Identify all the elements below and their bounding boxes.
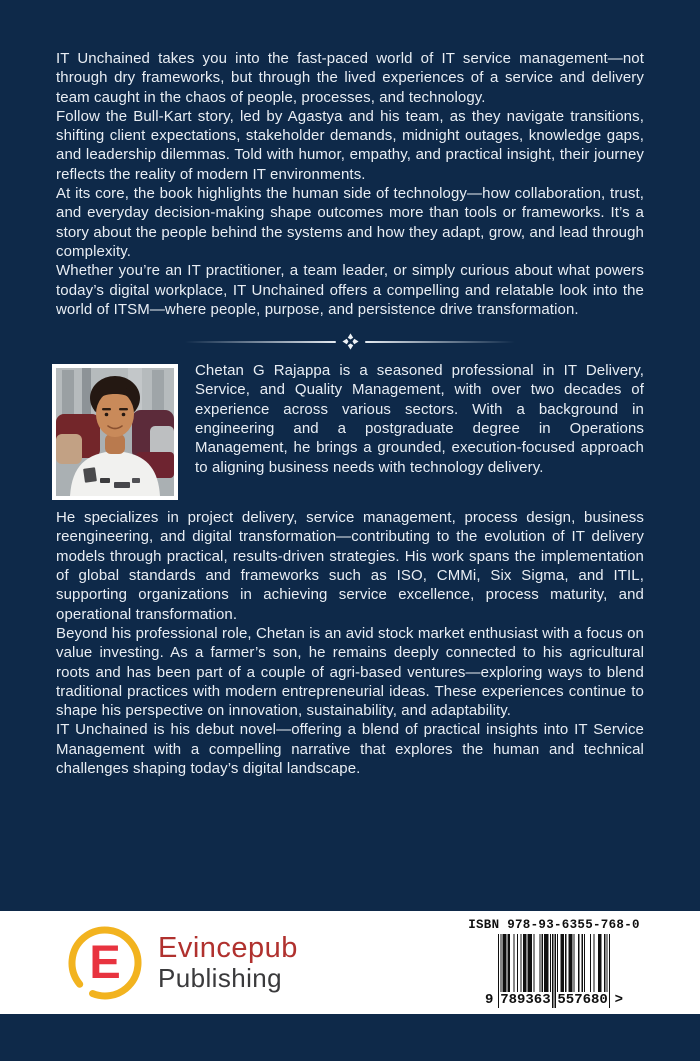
publisher-logo-letter: E [89,935,121,988]
publisher-logo [66,924,298,1002]
barcode-digits [484,992,624,1008]
author-photo-illustration [56,368,174,496]
synopsis-paragraph: At its core, the book highlights the human side of technology—how collaboration, trust, and everyday decision-making shape outcomes more than tools or frameworks. It’s a story about the people behind the systems and how they adapt, grow, and lead through complexity. [56,185,644,260]
barcode-digit-group: 557680 [557,992,608,1008]
author-bio-paragraph: Chetan G Rajappa is a seasoned professional in IT Delivery, Service, and Quality Management, with over two decades of experience across various sectors. With a background in engineering and a postgraduate degree in Operations Management, he brings a grounded, execution-focused approach to aligning business needs with technology delivery. [195,362,644,476]
section-divider [185,333,515,350]
publisher-wordmark [158,933,298,992]
publisher-name: Evincepub [158,931,298,964]
quatrefoil-ornament-icon [342,333,359,350]
barcode-digit-group: 9 [485,992,494,1008]
author-section [56,361,644,778]
author-bio-paragraph: He specializes in project delivery, service management, process design, business reengineering, and digital transformation—contributing to the evolution of IT delivery models through practical, results-driven strategies. His work spans the implementation of global standards and frameworks such as ISO, CMMi, Six Sigma, and ITIL, supporting organizations in achieving service excellence, process maturity, and operational transformation. [56,509,644,623]
divider-line [365,341,516,343]
divider-line [185,341,336,343]
author-bio-paragraph: Beyond his professional role, Chetan is an avid stock market enthusiast with a focus on value investing. As a farmer’s son, he remains deeply connected to his agricultural roots and has been part of a couple of agri-based ventures—exploring ways to blend traditional practices with modern entrepreneurial ideas. These experiences continue to shape his perspective on innovation, sustainability, and adaptability. [56,624,644,720]
barcode-digit-group: 789363 [500,992,551,1008]
barcode-digit-group: > [614,992,623,1008]
isbn-barcode [470,917,638,1008]
footer-band [0,911,700,1014]
author-photo [52,364,178,500]
synopsis-paragraph: Follow the Bull-Kart story, led by Agastya and his team, as they navigate transitions, shifting client expectations, stakeholder demands, midnight outages, knowledge gaps, and leadership dilemmas. Told with humor, empathy, and practical insight, their journey reflects the reality of modern IT environments. [56,107,644,183]
synopsis-paragraph: Whether you’re an IT practitioner, a team leader, or simply curious about what powers today’s digital workplace, IT Unchained offers a compelling and relatable look into the world of ITSM—where people, purpose, and persistence drive transformation. [56,262,644,318]
publisher-tagline: Publishing [158,963,282,994]
isbn-label: ISBN 978-93-6355-768-0 [468,918,640,932]
publisher-logo-mark [66,924,144,1002]
author-bio-paragraph: IT Unchained is his debut novel—offering a blend of practical insights into IT Service Management with a compelling narrative that explores the human and technical challenges shaping today’s digital landscape. [56,721,644,778]
synopsis-paragraph: IT Unchained takes you into the fast-paced world of IT service management—not through dry frameworks, but through the lived experiences of a service and delivery team caught in the chaos of people, processes, and technology. [56,50,644,106]
